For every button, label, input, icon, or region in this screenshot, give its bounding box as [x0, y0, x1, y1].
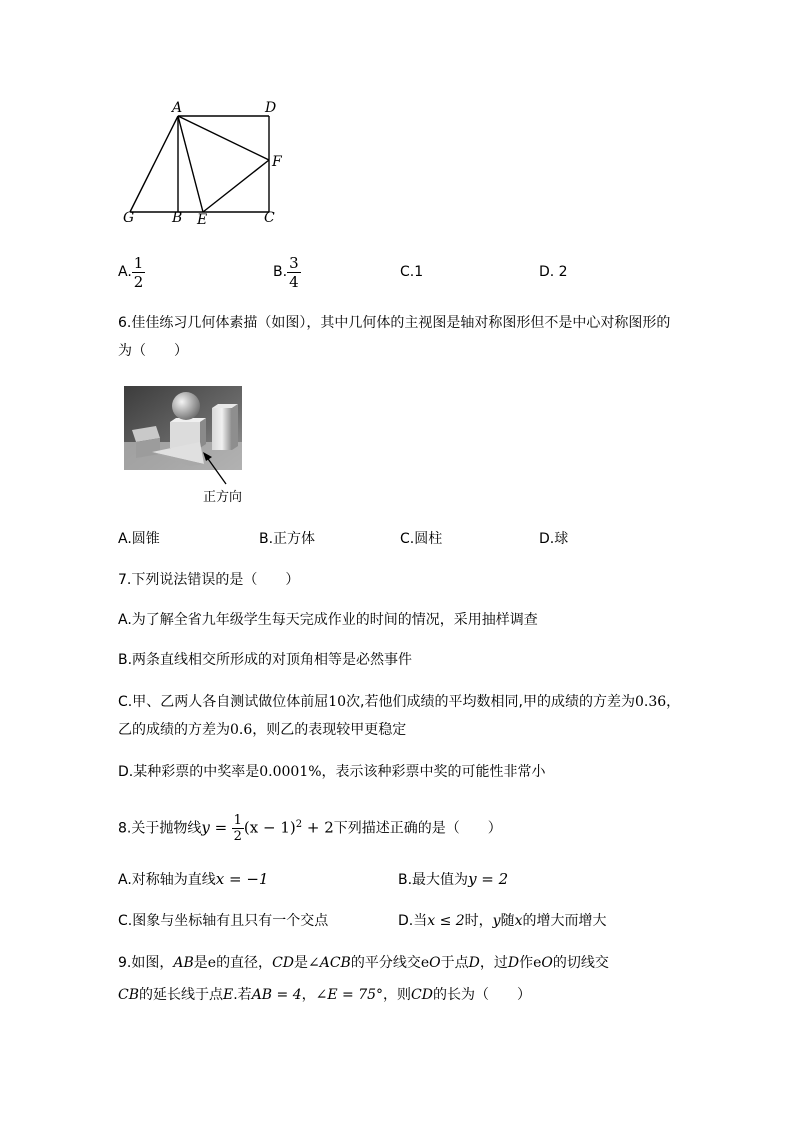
denominator: 4: [289, 272, 299, 291]
text: 的延长线于点: [139, 987, 223, 1003]
text: 作: [519, 955, 534, 971]
q6-stem-line2: 为（ ）: [118, 343, 188, 359]
fraction: [232, 813, 244, 844]
circle-symbol: e: [420, 955, 430, 971]
text: .若: [233, 987, 252, 1003]
text: 次,若他们成绩的平均数相同,甲的成绩的方差为: [346, 694, 635, 710]
math-expr: + 2: [302, 818, 334, 837]
text: ，: [301, 987, 316, 1003]
q5-option-b: [273, 252, 301, 292]
math: CD: [272, 955, 294, 971]
denominator: 2: [133, 272, 144, 291]
text: 的增大而增大: [522, 913, 607, 929]
circle-symbol: e: [207, 955, 217, 971]
q5-option-d: D. 2: [539, 264, 568, 280]
math: y = 2: [468, 870, 509, 888]
text: 的长为（ ）: [432, 987, 531, 1003]
option-prefix: A.: [118, 264, 132, 280]
text: 时，: [464, 913, 493, 929]
figure-caption: 正方向: [203, 490, 243, 505]
text: B.最大值为: [398, 872, 469, 888]
math: x: [514, 913, 523, 929]
math: CB: [118, 987, 139, 1003]
text: D.某种彩票的中奖率是: [118, 764, 260, 780]
math: y: [492, 913, 501, 929]
q8-option-b: [398, 869, 508, 890]
numerator: 1: [233, 813, 242, 829]
direction-arrow: [196, 446, 236, 488]
text: ，表示该种彩票中奖的可能性非常小: [321, 764, 546, 780]
math: ∠ACB: [308, 955, 351, 971]
q5-option-a: [118, 252, 145, 292]
text: 是: [193, 955, 208, 971]
text: ，: [666, 694, 681, 710]
q6-option-a: A.圆锥: [118, 531, 160, 547]
number: 10: [328, 694, 347, 710]
square-figure: [115, 98, 295, 228]
numerator: 1: [133, 253, 144, 272]
text: C.甲、乙两人各自测试做位体前屈: [118, 694, 329, 710]
math: O: [541, 955, 553, 971]
q9-stem-line1: [118, 953, 609, 973]
fraction: [132, 254, 146, 291]
text: 9.如图，: [118, 955, 174, 971]
label-F: F: [272, 154, 282, 170]
text: A.对称轴为直线: [118, 872, 216, 888]
q6-option-b: B.正方体: [259, 531, 316, 547]
q7-option-a: A.为了解全省九年级学生每天完成作业的时间的情况，采用抽样调查: [118, 612, 538, 628]
text: 的直径，: [216, 955, 273, 971]
fraction: [287, 254, 301, 291]
q7-option-c-line1: [118, 692, 680, 712]
q7-option-c-line2: [118, 720, 406, 740]
text: ，则乙的表现较甲更稳定: [252, 722, 407, 738]
math: D: [507, 955, 520, 971]
text: 于点: [440, 955, 469, 971]
denominator: 2: [233, 829, 242, 845]
q7-stem: 7.下列说法错误的是（ ）: [118, 572, 300, 588]
label-A: A: [172, 100, 183, 116]
option-prefix: B.: [273, 264, 288, 280]
q8-option-a: [118, 869, 268, 890]
label-C: C: [264, 210, 275, 226]
label-B: B: [172, 210, 183, 226]
text: 乙的成绩的方差为: [118, 722, 230, 738]
math: E: [223, 987, 234, 1003]
q6-option-d: D.球: [539, 531, 569, 547]
text: ，则: [383, 987, 412, 1003]
text: 是: [294, 955, 308, 971]
number: 0.36: [634, 694, 667, 710]
number: 0.0001%: [259, 764, 322, 780]
text: 随: [500, 913, 515, 929]
math: O: [429, 955, 441, 971]
math-y: y =: [201, 818, 228, 837]
math: AB = 4: [251, 987, 302, 1003]
q9-stem-line2: [118, 985, 531, 1005]
math: AB: [173, 955, 194, 971]
math: ∠E = 75°: [315, 987, 384, 1003]
q8-stem: [118, 805, 502, 849]
q8-option-d: [398, 911, 607, 931]
label-D: D: [265, 100, 277, 116]
math: x = −1: [215, 870, 269, 888]
text: 8.关于抛物线: [118, 820, 202, 837]
text: D.当: [398, 913, 428, 929]
text: 下列描述正确的是（ ）: [333, 820, 502, 837]
number: 0.6: [230, 722, 253, 738]
text: 的平分线交: [350, 955, 421, 971]
math: CD: [411, 987, 433, 1003]
q7-option-d: [118, 762, 546, 782]
text: ，过: [479, 955, 508, 971]
label-G: G: [123, 210, 135, 226]
text: 的切线交: [552, 955, 609, 971]
label-E: E: [197, 212, 208, 228]
q6-option-c: C.圆柱: [400, 531, 443, 547]
circle-symbol: e: [533, 955, 542, 971]
q5-option-c: C.1: [400, 264, 424, 280]
math: x ≤ 2: [427, 913, 465, 929]
q7-option-b: B.两条直线相交所形成的对顶角相等是必然事件: [118, 652, 413, 668]
q8-option-c: C.图象与坐标轴有且只有一个交点: [118, 913, 329, 929]
q6-stem-line1: 6.佳佳练习几何体素描（如图），其中几何体的主视图是轴对称图形但不是中心对称图形的: [118, 315, 671, 331]
math-expr: (x − 1): [243, 818, 296, 837]
math: D: [468, 955, 480, 971]
numerator: 3: [289, 253, 299, 272]
exponent: 2: [295, 819, 303, 830]
